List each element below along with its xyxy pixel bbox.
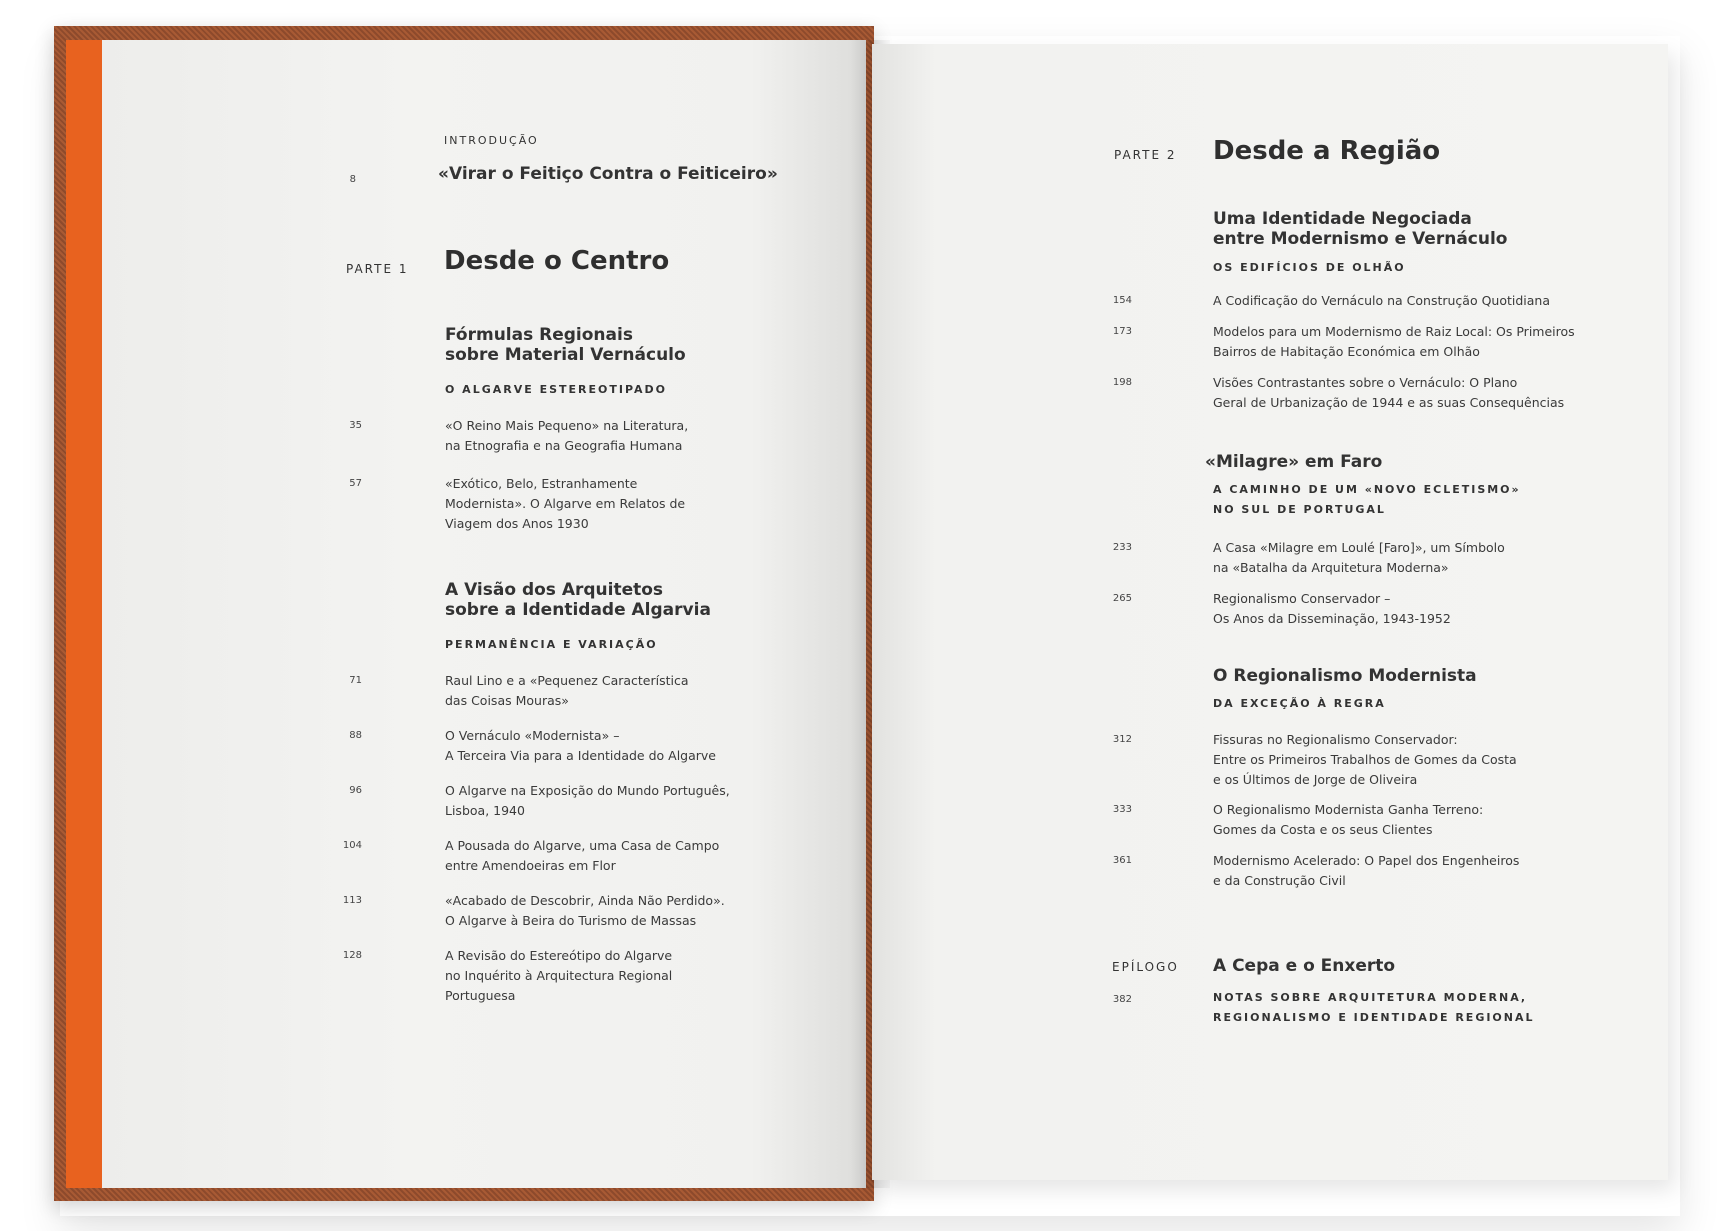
- right-page: [872, 44, 1668, 1180]
- toc-entry: O Algarve na Exposição do Mundo Português, Lisboa, 1940: [445, 783, 730, 818]
- entry-page-number: 233: [1112, 542, 1132, 553]
- section-subtitle: PERMANÊNCIA E VARIAÇÃO: [445, 638, 658, 651]
- section-title: «Milagre» em Faro: [1205, 452, 1383, 472]
- toc-entry: A Casa «Milagre em Loulé [Faro]», um Símbolo na «Batalha da Arquitetura Moderna»: [1213, 540, 1505, 575]
- toc-entry: «O Reino Mais Pequeno» na Literatura, na Etnografia e na Geografia Humana: [445, 418, 689, 453]
- toc-entry: A Pousada do Algarve, uma Casa de Campo entre Amendoeiras em Flor: [445, 838, 720, 873]
- left-page: [102, 40, 866, 1188]
- toc-entry: A Revisão do Estereótipo do Algarve no Inquérito à Arquitectura Regional Portuguesa: [445, 948, 673, 1003]
- entry-page-number: 57: [349, 478, 362, 489]
- part1-title: Desde o Centro: [444, 246, 670, 276]
- part2-title: Desde a Região: [1213, 136, 1441, 166]
- toc-entry: Visões Contrastantes sobre o Vernáculo: O Plano Geral de Urbanização de 1944 e as suas Consequências: [1213, 375, 1565, 410]
- entry-page-number: 96: [349, 785, 362, 796]
- entry-page-number: 312: [1112, 734, 1132, 745]
- section-subtitle: DA EXCEÇÃO À REGRA: [1213, 697, 1386, 710]
- epilogue-title: A Cepa e o Enxerto: [1213, 956, 1396, 976]
- entry-page-number: 128: [342, 950, 362, 961]
- entry-page-number: 113: [342, 895, 362, 906]
- intro-page-number: 8: [349, 174, 356, 185]
- part2-label: PARTE 2: [1114, 148, 1177, 162]
- section-title: A Visão dos Arquitetos sobre a Identidade Algarvia: [445, 580, 711, 620]
- entry-page-number: 154: [1112, 295, 1132, 306]
- toc-entry: Modernismo Acelerado: O Papel dos Engenheiros e da Construção Civil: [1213, 853, 1520, 888]
- epilogue-label: EPÍLOGO: [1112, 960, 1179, 974]
- entry-page-number: 173: [1112, 326, 1132, 337]
- entry-page-number: 71: [349, 675, 362, 686]
- part1-label: PARTE 1: [346, 262, 409, 276]
- entry-page-number: 198: [1112, 377, 1132, 388]
- toc-entry: Raul Lino e a «Pequenez Característica das Coisas Mouras»: [445, 673, 689, 708]
- toc-entry: O Vernáculo «Modernista» – A Terceira Via para a Identidade do Algarve: [445, 728, 716, 763]
- section-title: Uma Identidade Negociada entre Modernismo e Vernáculo: [1213, 209, 1508, 249]
- intro-title: «Virar o Feitiço Contra o Feiticeiro»: [438, 164, 778, 184]
- entry-page-number: 88: [349, 730, 362, 741]
- section-subtitle: A CAMINHO DE UM «NOVO ECLETISMO» NO SUL DE PORTUGAL: [1213, 483, 1521, 516]
- epilogue-page-number: 382: [1112, 994, 1132, 1005]
- section-subtitle: OS EDIFÍCIOS DE OLHÃO: [1213, 261, 1406, 274]
- entry-page-number: 104: [342, 840, 362, 851]
- toc-entry: Fissuras no Regionalismo Conservador: Entre os Primeiros Trabalhos de Gomes da Costa e os Últimos de Jorge de Oliveira: [1213, 732, 1517, 787]
- toc-entry: O Regionalismo Modernista Ganha Terreno: Gomes da Costa e os seus Clientes: [1213, 802, 1484, 837]
- intro-label: INTRODUÇÃO: [444, 134, 539, 147]
- epilogue-subtitle: NOTAS SOBRE ARQUITETURA MODERNA, REGIONALISMO E IDENTIDADE REGIONAL: [1213, 991, 1535, 1024]
- section-subtitle: O ALGARVE ESTEREOTIPADO: [445, 383, 668, 396]
- section-title: Fórmulas Regionais sobre Material Vernáculo: [445, 325, 686, 365]
- entry-page-number: 333: [1112, 804, 1132, 815]
- entry-page-number: 35: [349, 420, 362, 431]
- toc-entry: «Exótico, Belo, Estranhamente Modernista». O Algarve em Relatos de Viagem dos Anos 1930: [445, 476, 686, 531]
- section-title: O Regionalismo Modernista: [1213, 666, 1477, 686]
- entry-page-number: 265: [1112, 593, 1132, 604]
- entry-page-number: 361: [1112, 855, 1132, 866]
- toc-entry: «Acabado de Descobrir, Ainda Não Perdido». O Algarve à Beira do Turismo de Massas: [445, 893, 725, 928]
- orange-spine-strip: [66, 40, 102, 1188]
- toc-entry: A Codificação do Vernáculo na Construção Quotidiana: [1213, 293, 1550, 308]
- toc-entry: Regionalismo Conservador – Os Anos da Disseminação, 1943-1952: [1213, 591, 1451, 626]
- toc-entry: Modelos para um Modernismo de Raiz Local: Os Primeiros Bairros de Habitação Económica em Olhão: [1213, 324, 1575, 359]
